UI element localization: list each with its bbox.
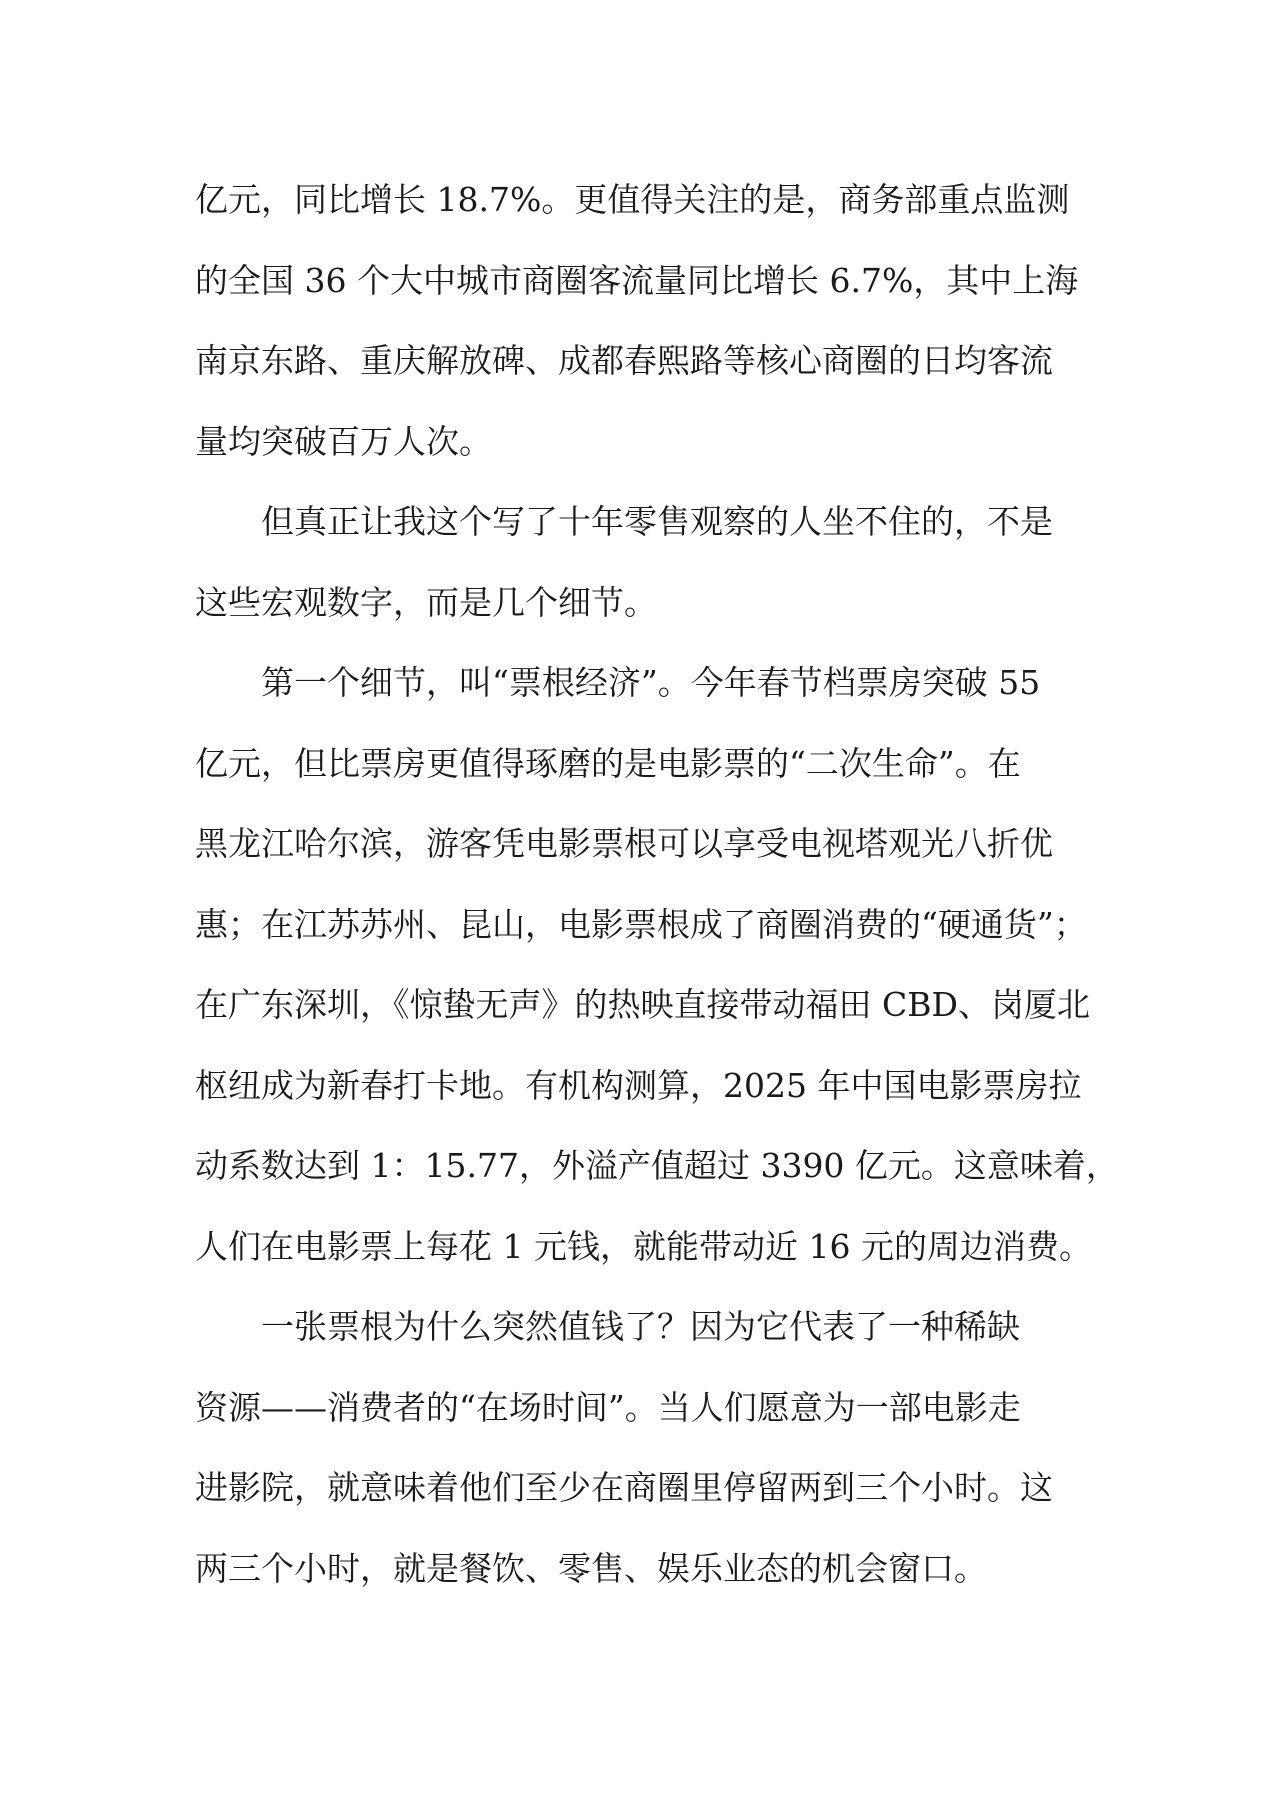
text-line: 资源——消费者的“在场时间”。当人们愿意为一部电影走 bbox=[195, 1387, 1021, 1427]
body-text bbox=[195, 160, 1119, 1609]
text-line: 第一个细节，叫“票根经济”。今年春节档票房突破 55 bbox=[261, 663, 1041, 702]
text-line: 黑龙江哈尔滨，游客凭电影票根可以享受电视塔观光八折优 bbox=[195, 824, 1053, 863]
text-line: 在广东深圳，《惊蛰无声》的热映直接带动福田 CBD、岗厦北 bbox=[195, 985, 1090, 1024]
text-line: 枢纽成为新春打卡地。有机构测算，2025 年中国电影票房拉 bbox=[195, 1065, 1082, 1105]
text-line: 惠；在江苏苏州、昆山，电影票根成了商圈消费的“硬通货”； bbox=[195, 904, 1087, 944]
text-line: 量均突破百万人次。 bbox=[195, 421, 492, 461]
text-line: 一张票根为什么突然值钱了？因为它代表了一种稀缺 bbox=[261, 1307, 1020, 1346]
text-line: 进影院，就意味着他们至少在商圈里停留两到三个小时。这 bbox=[195, 1468, 1053, 1507]
paragraph-4 bbox=[195, 1287, 1085, 1609]
text-line: 这些宏观数字，而是几个细节。 bbox=[195, 582, 657, 622]
text-line: 动系数达到 1：15.77，外溢产值超过 3390 亿元。这意味着， bbox=[195, 1146, 1119, 1185]
text-line: 亿元，但比票房更值得琢磨的是电影票的“二次生命”。在 bbox=[195, 743, 1021, 783]
text-line: 亿元，同比增长 18.7%。更值得关注的是，商务部重点监测 bbox=[195, 180, 1070, 219]
text-line: 两三个小时，就是餐饮、零售、娱乐业态的机会窗口。 bbox=[195, 1548, 987, 1588]
text-line: 但真正让我这个写了十年零售观察的人坐不住的，不是 bbox=[261, 502, 1053, 541]
paragraph-2 bbox=[195, 482, 1085, 643]
text-line: 南京东路、重庆解放碑、成都春熙路等核心商圈的日均客流 bbox=[195, 341, 1053, 380]
paragraph-1 bbox=[195, 160, 1085, 482]
text-line: 的全国 36 个大中城市商圈客流量同比增长 6.7%，其中上海 bbox=[195, 260, 1079, 300]
paragraph-3 bbox=[195, 643, 1119, 1287]
text-line: 人们在电影票上每花 1 元钱，就能带动近 16 元的周边消费。 bbox=[195, 1226, 1092, 1266]
